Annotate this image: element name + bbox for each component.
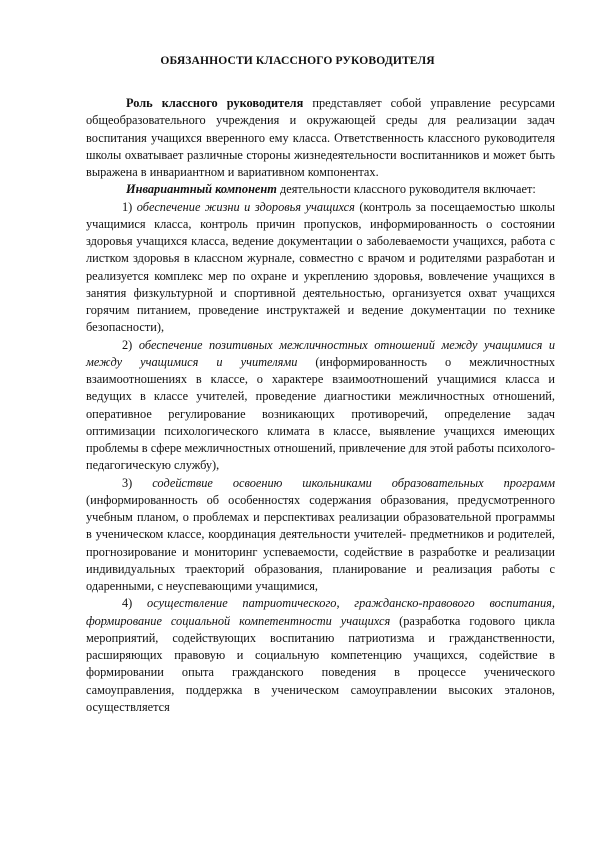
list-item bbox=[86, 595, 555, 716]
item-heading: обеспечение жизни и здоровья учащихся bbox=[136, 199, 355, 214]
item-number: 3) bbox=[122, 475, 133, 490]
item-number: 4) bbox=[122, 596, 133, 611]
intro-text: представляет собой управление ресурсами общеобразовательного учреждения и окружающей среды для реализации задач воспитания учащихся вверенного ему класса. Ответственность классного руководителя школы охватывает различные стороны жизнедеятельности воспитанников и может быть выражена в инвариантном и вариативном компонентах. bbox=[86, 96, 556, 179]
list-item bbox=[86, 475, 555, 596]
invariant-lead: Инвариантный компонент bbox=[126, 182, 277, 197]
item-text: (разработка годового цикла мероприятий, содействующих воспитанию патриотизма и гражданственности, расширяющих правовую и социальную компетенцию учащихся, содействие в формировании опыта гражданского поведения в процессе ученического самоуправления, поддержка в ученическом самоуправлении высоких эталонов, осуществляется bbox=[86, 613, 555, 714]
invariant-paragraph bbox=[86, 181, 555, 198]
item-heading: содействие освоению школьниками образовательных программ bbox=[152, 475, 555, 490]
item-text: (информированность о межличностных взаимоотношениях в классе, о характере взаимоотношений учащимися класса и ведущих в классе учителей, проведение диагностики межличностных отношений, оперативное регулирование возникающих противоречий, определение задач оптимизации психологического климата в классе, выявление учащихся имеющих проблемы в сфере межличностных отношений, привлечение для этой работы психолого-педагогическую службу), bbox=[86, 354, 555, 473]
intro-paragraph bbox=[86, 95, 555, 181]
item-text: (контроль за посещаемостью школы учащимися класса, контроль причин пропусков, информированность о состоянии здоровья учащихся класса, ведение документации о заболеваемости учащихся, работа с листком здоровья в классном журнале, совместно с врачом и родителями разработан и реализуется комплекс мер по охране и укреплению здоровья, вовлечение учащихся в занятия физкультурной и спортивной деятельностью, организуется охват учащихся горячим питанием, проведение инструктажей и ведение документации по технике безопасности), bbox=[86, 199, 555, 335]
item-text: (информированность об особенностях содержания образования, предусмотренного учебным планом, о проблемах и перспективах реализации образовательной программы в ученическом классе, координация деятельности учителей- предметников и родителей, прогнозирование и мониторинг успеваемости, содействие в разработке и реализации индивидуальных траекторий образования, планирование и реализация работы с одаренными, с неуспевающими учащимися, bbox=[86, 492, 555, 593]
list-item bbox=[86, 199, 555, 337]
item-number: 1) bbox=[122, 199, 133, 214]
item-heading: обеспечение позитивных межличностных отношений между учащимися и между учащимися и учителями bbox=[86, 337, 555, 369]
document-body bbox=[86, 95, 555, 716]
document-title: ОБЯЗАННОСТИ КЛАССНОГО РУКОВОДИТЕЛЯ bbox=[160, 54, 435, 67]
item-heading: осуществление патриотического, гражданско-правового воспитания, формирование социальной компетентности учащихся bbox=[86, 596, 556, 628]
list-item bbox=[86, 337, 555, 475]
item-number: 2) bbox=[122, 337, 133, 352]
invariant-text: деятельности классного руководителя включает: bbox=[276, 182, 536, 197]
intro-lead: Роль классного руководителя bbox=[126, 96, 304, 110]
